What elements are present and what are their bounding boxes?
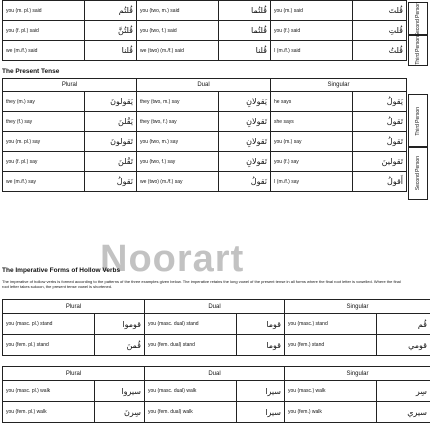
arabic-cell: نَقولُ: [85, 172, 137, 192]
present-tense-table: [2, 78, 407, 192]
arabic-cell: قُلتُما: [219, 1, 271, 21]
translation-cell: you (f. pl.) say: [3, 152, 85, 172]
arabic-cell: قُلتُم: [85, 1, 137, 21]
imp2-header-dual: Dual: [145, 367, 285, 381]
side-tab-second-person-present: Second Person: [408, 146, 428, 200]
arabic-cell: قومي: [377, 335, 430, 356]
translation-cell: I (m./f.) said: [271, 41, 353, 61]
translation-cell: you (two, m.) say: [137, 132, 219, 152]
table-row: [3, 112, 407, 132]
translation-cell: you (masc. dual) walk: [145, 381, 237, 402]
table-row: [3, 132, 407, 152]
arabic-cell: قوموا: [95, 314, 145, 335]
translation-cell: they (f.) say: [3, 112, 85, 132]
translation-cell: you (two, m.) said: [137, 1, 219, 21]
imperative-description: The imperative of hollow verbs is formed according to the patterns of the three examples given below. The imperative retains the long vowel of the present tense in all forms where the final root letter is vowelled. Where the final root letter takes sukoon, the present tense vowel is shortened.: [2, 279, 401, 289]
imp1-header-plural: Plural: [3, 300, 145, 314]
arabic-cell: قُمنَ: [95, 335, 145, 356]
arabic-cell: يَقولانِ: [219, 92, 271, 112]
table-row: [3, 381, 430, 402]
imp2-header-singular: Singular: [285, 367, 430, 381]
translation-cell: I (m./f.) say: [271, 172, 353, 192]
arabic-cell: تَقولُ: [353, 112, 407, 132]
table-row: [3, 335, 430, 356]
translation-cell: you (masc. pl.) stand: [3, 314, 95, 335]
arabic-cell: نَقولُ: [219, 172, 271, 192]
translation-cell: you (masc. dual) stand: [145, 314, 237, 335]
arabic-cell: تَقولُ: [353, 132, 407, 152]
imp1-header-singular: Singular: [285, 300, 430, 314]
translation-cell: she says: [271, 112, 353, 132]
arabic-cell: تَقولينَ: [353, 152, 407, 172]
noorart-watermark: Noorart: [100, 238, 245, 280]
translation-cell: you (f. pl.) said: [3, 21, 85, 41]
translation-cell: you (masc.) stand: [285, 314, 377, 335]
table-row: [3, 21, 407, 41]
imp2-header-plural: Plural: [3, 367, 145, 381]
arabic-cell: تَقولانِ: [219, 132, 271, 152]
translation-cell: we (two) (m./f.) said: [137, 41, 219, 61]
arabic-cell: سيرا: [237, 402, 285, 423]
translation-cell: they (two, m.) say: [137, 92, 219, 112]
table-row: [3, 1, 407, 21]
arabic-cell: سيروا: [95, 381, 145, 402]
table-row: [3, 41, 407, 61]
imperative-table-stand: [2, 299, 430, 356]
arabic-cell: يَقولونَ: [85, 92, 137, 112]
translation-cell: we (two) (m./f.) say: [137, 172, 219, 192]
arabic-cell: قوما: [237, 314, 285, 335]
translation-cell: you (f.) say: [271, 152, 353, 172]
side-tab-second-person: Second Person: [408, 2, 428, 36]
arabic-cell: تَقولانِ: [219, 152, 271, 172]
translation-cell: you (m.) say: [271, 132, 353, 152]
arabic-cell: سيري: [377, 402, 430, 423]
arabic-cell: قُلتُما: [219, 21, 271, 41]
translation-cell: you (fem. dual) walk: [145, 402, 237, 423]
table-row: [3, 92, 407, 112]
translation-cell: you (fem. pl.) stand: [3, 335, 95, 356]
past-tense-table: [2, 0, 407, 61]
col-header-plural: Plural: [3, 79, 137, 92]
translation-cell: you (masc.) walk: [285, 381, 377, 402]
translation-cell: you (f.) said: [271, 21, 353, 41]
table-row: [3, 172, 407, 192]
translation-cell: you (fem.) walk: [285, 402, 377, 423]
translation-cell: you (m.) said: [271, 1, 353, 21]
translation-cell: we (m./f.) say: [3, 172, 85, 192]
translation-cell: they (m.) say: [3, 92, 85, 112]
translation-cell: you (masc. pl.) walk: [3, 381, 95, 402]
arabic-cell: سِر: [377, 381, 430, 402]
translation-cell: you (two, f.) said: [137, 21, 219, 41]
translation-cell: you (m. pl.) say: [3, 132, 85, 152]
translation-cell: he says: [271, 92, 353, 112]
arabic-cell: قُلتُنَّ: [85, 21, 137, 41]
table-row: [3, 314, 430, 335]
translation-cell: you (m. pl.) said: [3, 1, 85, 21]
imperative-heading: The Imperative Forms of Hollow Verbs: [2, 267, 121, 274]
arabic-cell: قُم: [377, 314, 430, 335]
translation-cell: you (two, f.) say: [137, 152, 219, 172]
col-header-dual: Dual: [137, 79, 271, 92]
arabic-cell: تَقولونَ: [85, 132, 137, 152]
arabic-cell: تَقولانِ: [219, 112, 271, 132]
side-tab-third-person-present: Third Person: [408, 94, 428, 148]
arabic-cell: قُلتِ: [353, 21, 407, 41]
table-row: [3, 402, 430, 423]
imperative-table-walk: [2, 366, 430, 423]
imp1-header-dual: Dual: [145, 300, 285, 314]
table-row: [3, 152, 407, 172]
side-tab-third-person: Third Person: [408, 34, 428, 66]
arabic-cell: قُلنا: [85, 41, 137, 61]
translation-cell: you (fem. pl.) walk: [3, 402, 95, 423]
arabic-cell: سِرنَ: [95, 402, 145, 423]
translation-cell: you (fem. dual) stand: [145, 335, 237, 356]
translation-cell: we (m./f.) said: [3, 41, 85, 61]
arabic-cell: قُلتَ: [353, 1, 407, 21]
arabic-cell: قوما: [237, 335, 285, 356]
translation-cell: they (two, f.) say: [137, 112, 219, 132]
arabic-cell: يَقولُ: [353, 92, 407, 112]
translation-cell: you (fem.) stand: [285, 335, 377, 356]
col-header-singular: Singular: [271, 79, 407, 92]
arabic-cell: أَقولُ: [353, 172, 407, 192]
arabic-cell: يَقُلنَ: [85, 112, 137, 132]
arabic-cell: قُلتُ: [353, 41, 407, 61]
arabic-cell: قُلنا: [219, 41, 271, 61]
present-tense-heading: The Present Tense: [2, 68, 60, 75]
arabic-cell: تَقُلنَ: [85, 152, 137, 172]
arabic-cell: سيرا: [237, 381, 285, 402]
